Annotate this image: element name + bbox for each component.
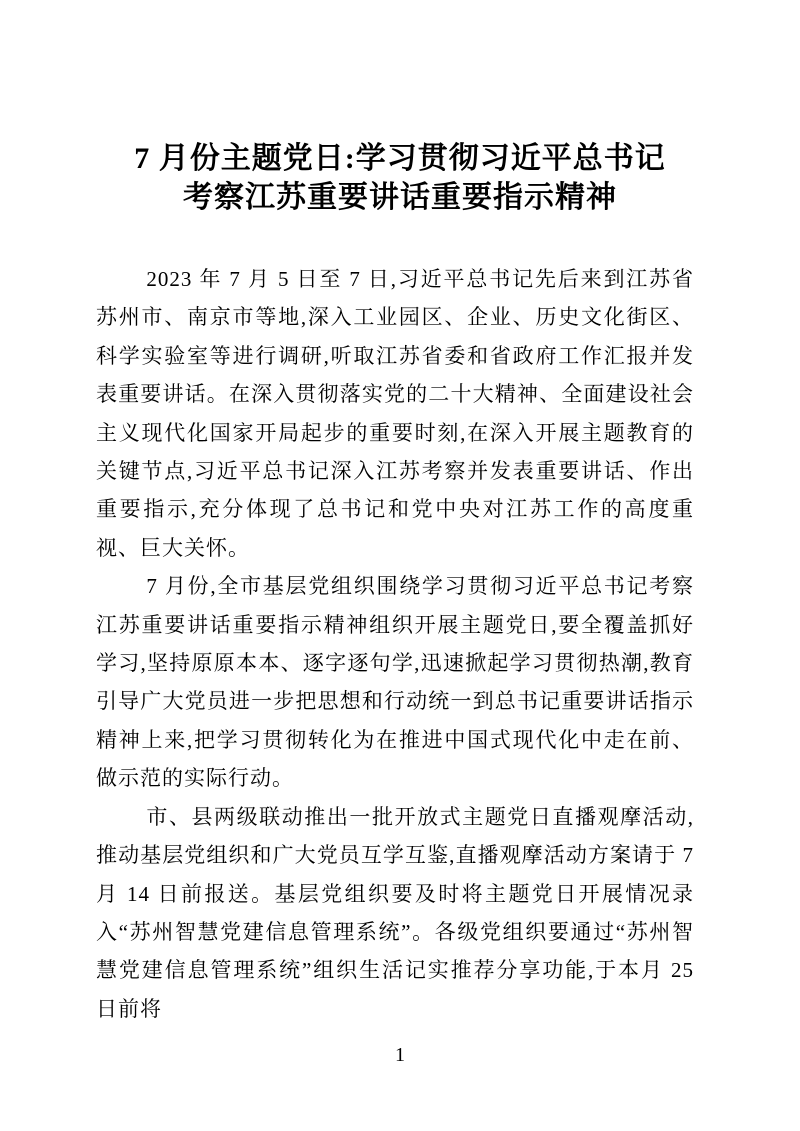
page-number: 1 <box>395 1044 405 1066</box>
document-title <box>0 139 800 217</box>
title-line-1: 7 月份主题党日:学习贯彻习近平总书记 <box>134 142 666 175</box>
title-line-2: 考察江苏重要讲话重要指示精神 <box>183 181 617 214</box>
document-body <box>96 260 694 1028</box>
paragraph-2: 7 月份,全市基层党组织围绕学习贯彻习近平总书记考察江苏重要讲话重要指示精神组织开展主题党日,要全覆盖抓好学习,坚持原原本本、逐字逐句学,迅速掀起学习贯彻热潮,教育引导广大党员进一步把思想和行动统一到总书记重要讲话指示精神上来,把学习贯彻转化为在推进中国式现代化中走在前、做示范的实际行动。 <box>96 574 694 791</box>
paragraph-1: 2023 年 7 月 5 日至 7 日,习近平总书记先后来到江苏省苏州市、南京市等地,深入工业园区、企业、历史文化街区、科学实验室等进行调研,听取江苏省委和省政府工作汇报并发表重要讲话。在深入贯彻落实党的二十大精神、全面建设社会主义现代化国家开局起步的重要时刻,在深入开展主题教育的关键节点,习近平总书记深入江苏考察并发表重要讲话、作出重要指示,充分体现了总书记和党中央对江苏工作的高度重视、巨大关怀。 <box>96 267 694 560</box>
paragraph-3: 市、县两级联动推出一批开放式主题党日直播观摩活动,推动基层党组织和广大党员互学互鉴,直播观摩活动方案请于 7 月 14 日前报送。基层党组织要及时将主题党日开展情况录入“苏州智慧党建信息管理系统”。各级党组织要通过“苏州智慧党建信息管理系统”组织生活记实推荐分享功能,于本月 25 日前将 <box>96 804 694 1021</box>
